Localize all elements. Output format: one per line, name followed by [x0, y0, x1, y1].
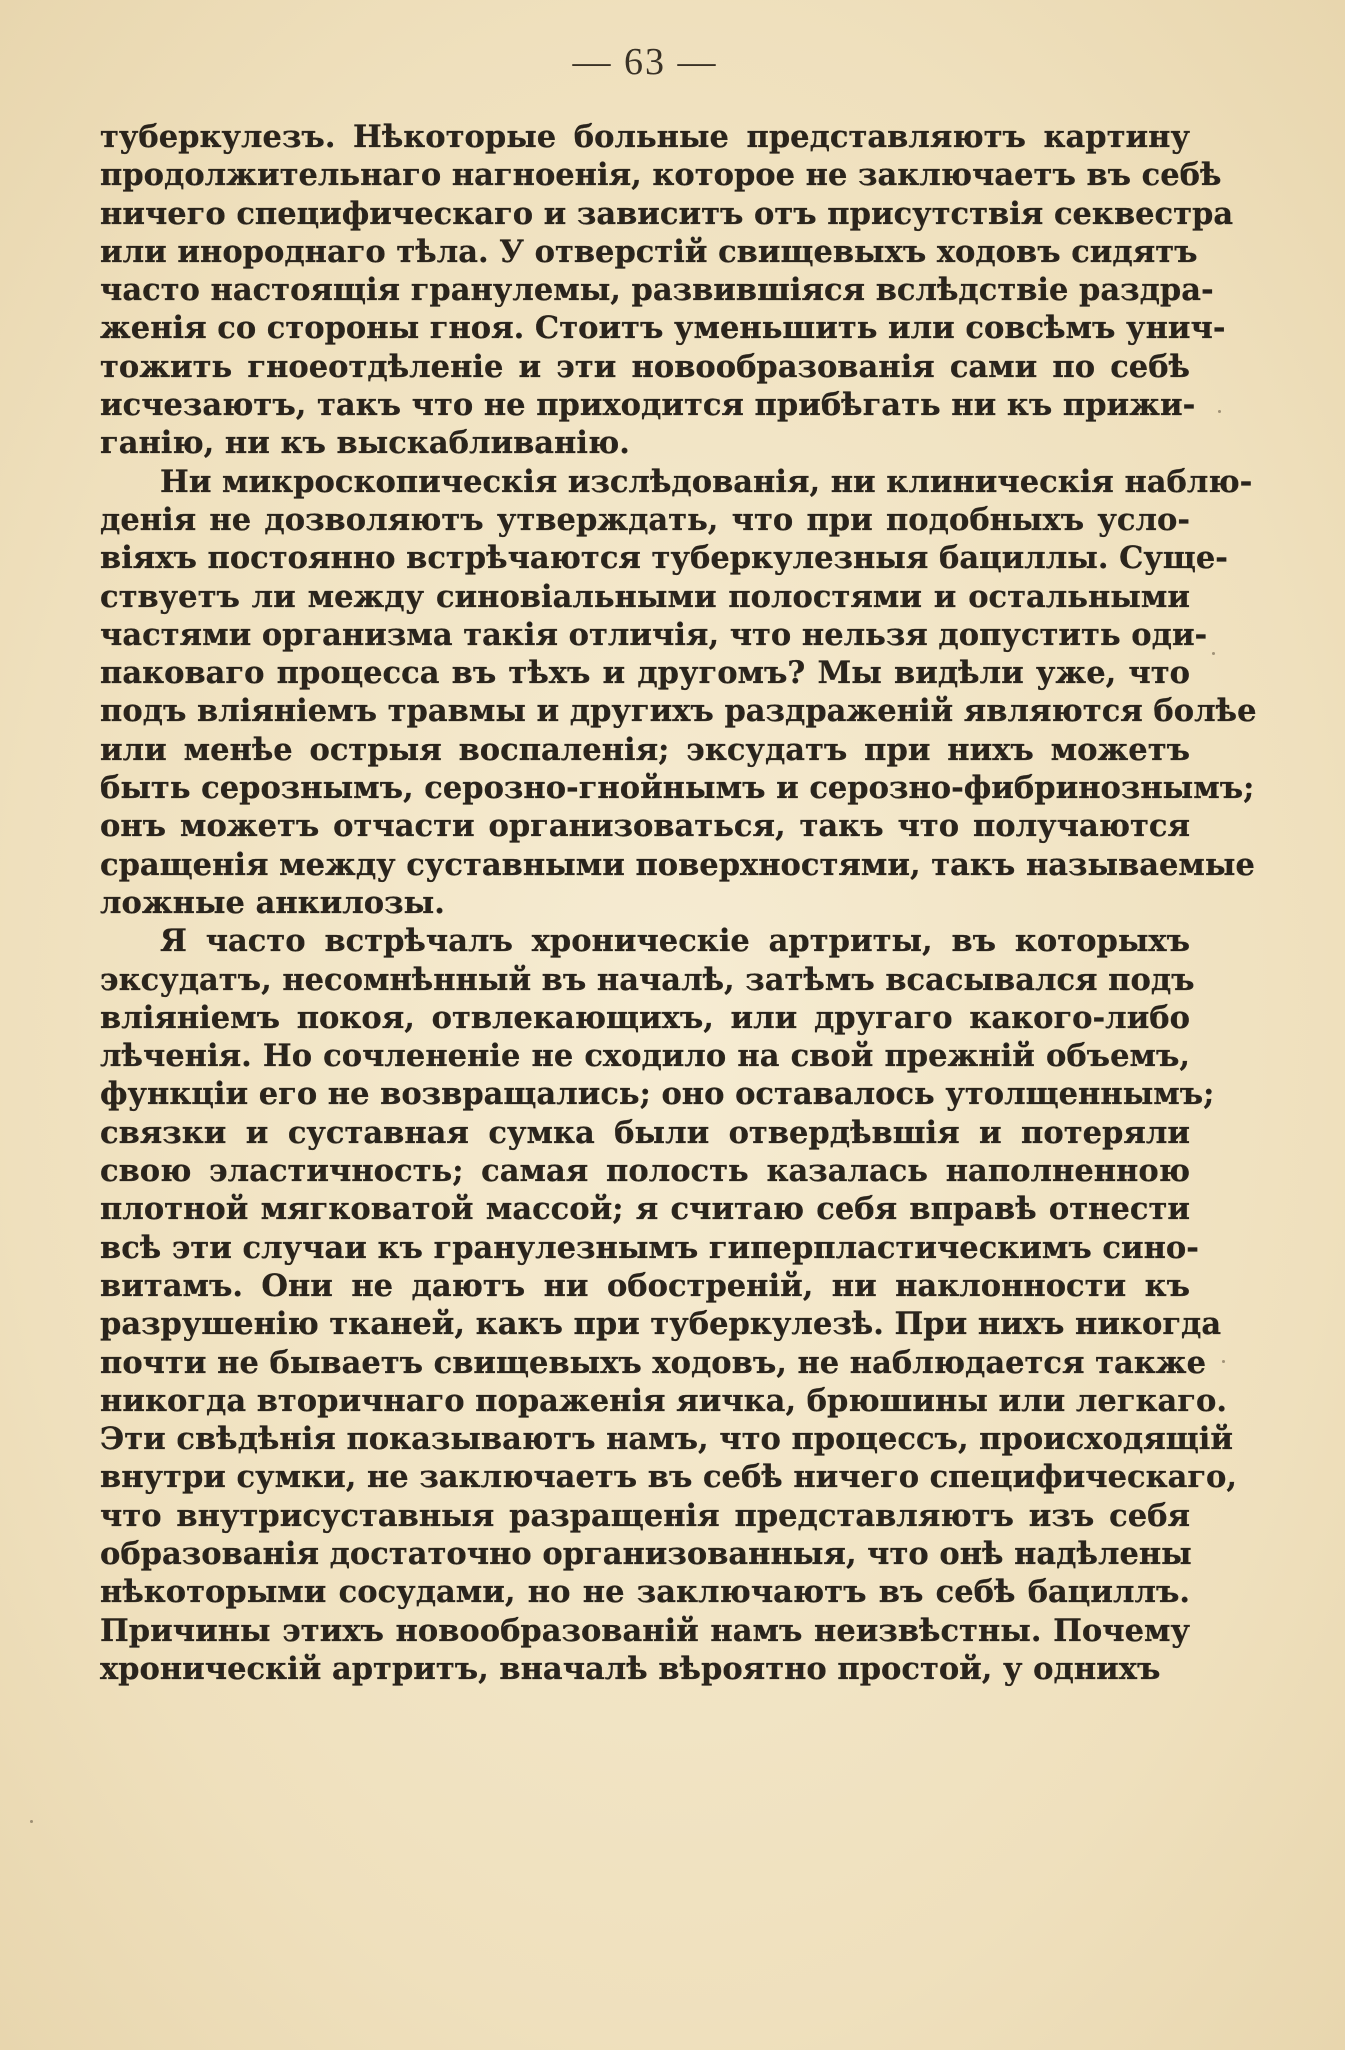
- text-line: что внутрисуставныя разращенія представляютъ изъ себя: [100, 1497, 1190, 1534]
- text-line: Причины этихъ новообразованій намъ неизвѣстны. Почему: [100, 1612, 1190, 1649]
- text-line: частями организма такія отличія, что нельзя допустить оди-: [100, 616, 1208, 653]
- text-line: исчезаютъ, такъ что не приходится прибѣгать ни къ прижи-: [100, 387, 1196, 424]
- text-line: ствуетъ ли между синовіальными полостями и остальными: [100, 578, 1190, 615]
- paper-speck: [1222, 1360, 1225, 1363]
- paragraph: [100, 922, 1238, 1688]
- text-line: подъ вліяніемъ травмы и другихъ раздраженій являются болѣе: [100, 693, 1257, 730]
- text-line: продолжительнаго нагноенія, которое не заключаетъ въ себѣ: [100, 157, 1222, 194]
- text-line: никогда вторичнаго пораженія яичка, брюшины или легкаго.: [100, 1382, 1227, 1419]
- text-line: женія со стороны гноя. Стоитъ уменьшить или совсѣмъ унич-: [100, 310, 1226, 347]
- text-line: вліяніемъ покоя, отвлекающихъ, или другаго какого-либо: [100, 999, 1190, 1036]
- text-line: функціи его не возвращались; оно оставалось утолщеннымъ;: [100, 1076, 1215, 1113]
- text-line: Ни микроскопическія изслѣдованія, ни клиническія наблю-: [160, 463, 1253, 500]
- text-line: образованія достаточно организованныя, что онѣ надѣлены: [100, 1535, 1192, 1572]
- text-line: быть серознымъ, серозно-гнойнымъ и серозно-фибринознымъ;: [100, 770, 1255, 807]
- text-line: Я часто встрѣчалъ хроническіе артриты, въ которыхъ: [160, 923, 1190, 960]
- text-line: связки и суставная сумка были отвердѣвшія и потеряли: [100, 1114, 1190, 1151]
- text-line: или инороднаго тѣла. У отверстій свищевыхъ ходовъ сидятъ: [100, 233, 1198, 270]
- text-line: часто настоящія гранулемы, развившіяся вслѣдствіе раздра-: [100, 272, 1214, 309]
- text-line: ложные анкилозы.: [100, 884, 445, 921]
- text-line: туберкулезъ. Нѣкоторые больные представляютъ картину: [100, 119, 1190, 155]
- text-line: денія не дозволяютъ утверждать, что при подобныхъ усло-: [100, 501, 1190, 538]
- text-line: сращенія между суставными поверхностями, такъ называемые: [100, 846, 1255, 883]
- text-line: віяхъ постоянно встрѣчаются туберкулезныя бациллы. Суще-: [100, 540, 1228, 577]
- text-line: хроническій артритъ, вначалѣ вѣроятно простой, у однихъ: [100, 1650, 1161, 1687]
- text-line: плотной мягковатой массой; я считаю себя вправѣ отнести: [100, 1191, 1190, 1228]
- paragraph: [100, 118, 1234, 463]
- text-body: [100, 118, 1257, 1688]
- paper-speck: [1212, 652, 1215, 655]
- text-line: ганію, ни къ выскабливанію.: [100, 425, 630, 462]
- text-line: ничего специфическаго и зависитъ отъ присутствія секвестра: [100, 195, 1234, 232]
- text-line: онъ можетъ отчасти организоваться, такъ что получаются: [100, 808, 1190, 845]
- text-line: лѣченія. Но сочлененіе не сходило на свой прежній объемъ,: [100, 1038, 1190, 1075]
- text-line: почти не бываетъ свищевыхъ ходовъ, не наблюдается также: [100, 1344, 1207, 1381]
- text-line: всѣ эти случаи къ гранулезнымъ гиперпластическимъ сино-: [100, 1229, 1199, 1266]
- paper-speck: [1218, 410, 1221, 413]
- paragraph: [100, 463, 1257, 923]
- paper-speck: [30, 1820, 33, 1823]
- page-body: [100, 40, 1257, 1688]
- text-line: эксудатъ, несомнѣнный въ началѣ, затѣмъ всасывался подъ: [100, 961, 1195, 998]
- text-line: Эти свѣдѣнія показываютъ намъ, что процессъ, происходящій: [100, 1421, 1233, 1458]
- text-line: внутри сумки, не заключаетъ въ себѣ ничего специфическаго,: [100, 1459, 1238, 1496]
- text-line: паковаго процесса въ тѣхъ и другомъ? Мы видѣли уже, что: [100, 655, 1190, 692]
- text-line: витамъ. Они не даютъ ни обостреній, ни наклонности къ: [100, 1267, 1190, 1304]
- text-line: свою эластичность; самая полость казалась наполненною: [100, 1153, 1190, 1190]
- text-line: тожить гноеотдѣленіе и эти новообразованія сами по себѣ: [100, 348, 1190, 385]
- text-line: нѣкоторыми сосудами, но не заключаютъ въ себѣ бациллъ.: [100, 1574, 1190, 1611]
- text-line: или менѣе острыя воспаленія; эксудатъ при нихъ можетъ: [100, 731, 1190, 768]
- text-line: разрушенію тканей, какъ при туберкулезѣ. При нихъ никогда: [100, 1306, 1222, 1343]
- page-number: — 63 —: [572, 41, 718, 83]
